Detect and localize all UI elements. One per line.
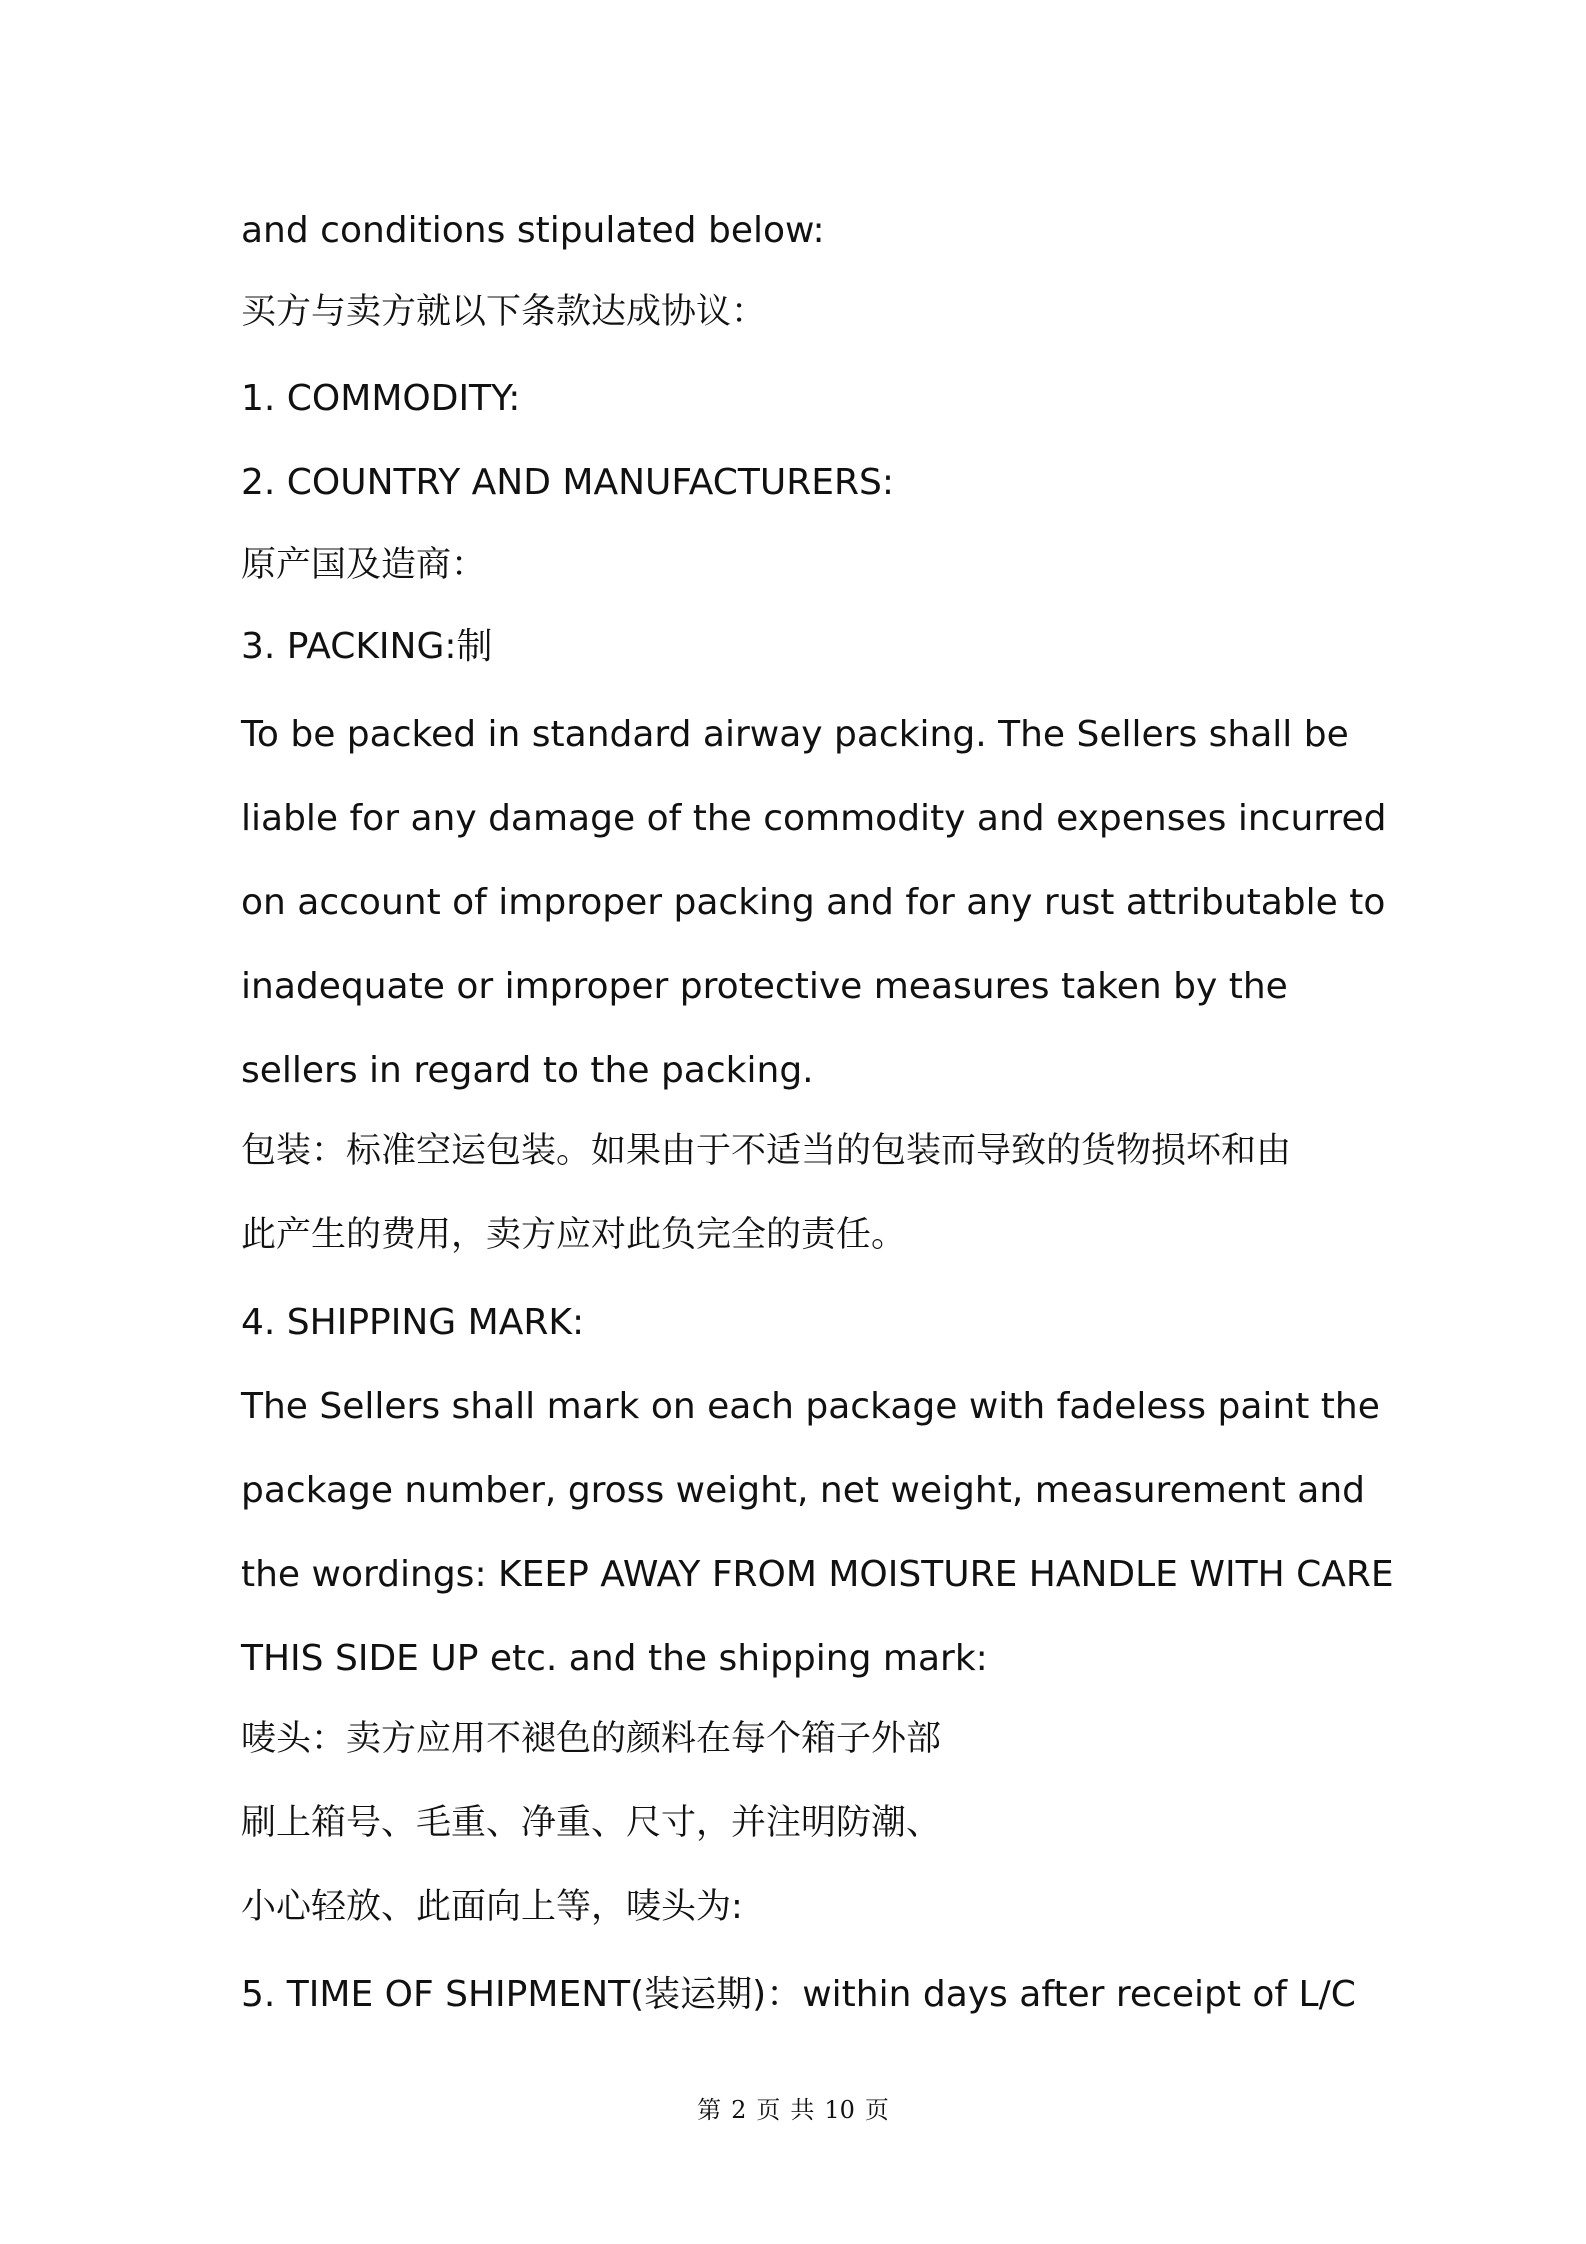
packing-paragraph-line-1: To be packed in standard airway packing. The Sellers shall be xyxy=(241,714,1349,755)
footer-prefix: 第 xyxy=(697,2096,722,2124)
page-footer xyxy=(0,2095,1586,2125)
footer-total-pages: 10 xyxy=(824,2096,855,2124)
line-conditions-stipulated: and conditions stipulated below: xyxy=(241,210,825,251)
section-time-of-shipment: 5. TIME OF SHIPMENT(装运期)：within days after receipt of L/C xyxy=(241,1974,1356,2015)
line-agreement-cn: 买方与卖方就以下条款达成协议： xyxy=(241,292,767,332)
packing-paragraph-line-3: on account of improper packing and for any rust attributable to xyxy=(241,882,1386,923)
line-origin-cn: 原产国及造商： xyxy=(241,545,487,585)
footer-page-number: 2 xyxy=(731,2096,747,2124)
shipping-mark-cn-line-3: 小心轻放、此面向上等，唛头为: xyxy=(241,1887,743,1927)
footer-page-unit: 页 xyxy=(756,2096,781,2124)
shipping-mark-paragraph-line-2: package number, gross weight, net weight, measurement and xyxy=(241,1470,1366,1511)
section-country-heading: 2. COUNTRY AND MANUFACTURERS: xyxy=(241,462,894,503)
section-shipping-mark-heading: 4. SHIPPING MARK: xyxy=(241,1302,585,1343)
shipping-mark-paragraph-line-1: The Sellers shall mark on each package with fadeless paint the xyxy=(241,1386,1380,1427)
shipping-mark-paragraph-line-3: the wordings: KEEP AWAY FROM MOISTURE HANDLE WITH CARE xyxy=(241,1554,1394,1595)
packing-cn-line-1: 包装：标准空运包装。如果由于不适当的包装而导致的货物损坏和由 xyxy=(241,1131,1292,1171)
shipping-mark-paragraph-line-4: THIS SIDE UP etc. and the shipping mark: xyxy=(241,1638,988,1679)
shipping-mark-cn-line-1: 唛头：卖方应用不褪色的颜料在每个箱子外部 xyxy=(241,1719,942,1759)
section-commodity-heading: 1. COMMODITY: xyxy=(241,378,521,419)
footer-total-unit: 页 xyxy=(864,2096,889,2124)
packing-paragraph-line-2: liable for any damage of the commodity and expenses incurred xyxy=(241,798,1387,839)
packing-cn-line-2: 此产生的费用，卖方应对此负完全的责任。 xyxy=(241,1215,907,1255)
section-packing-heading: 3. PACKING:制 xyxy=(241,626,493,667)
shipping-mark-cn-line-2: 刷上箱号、毛重、净重、尺寸，并注明防潮、 xyxy=(241,1803,942,1843)
footer-total-prefix: 共 xyxy=(790,2096,815,2124)
packing-paragraph-line-4: inadequate or improper protective measures taken by the xyxy=(241,966,1288,1007)
packing-paragraph-line-5: sellers in regard to the packing. xyxy=(241,1050,814,1091)
